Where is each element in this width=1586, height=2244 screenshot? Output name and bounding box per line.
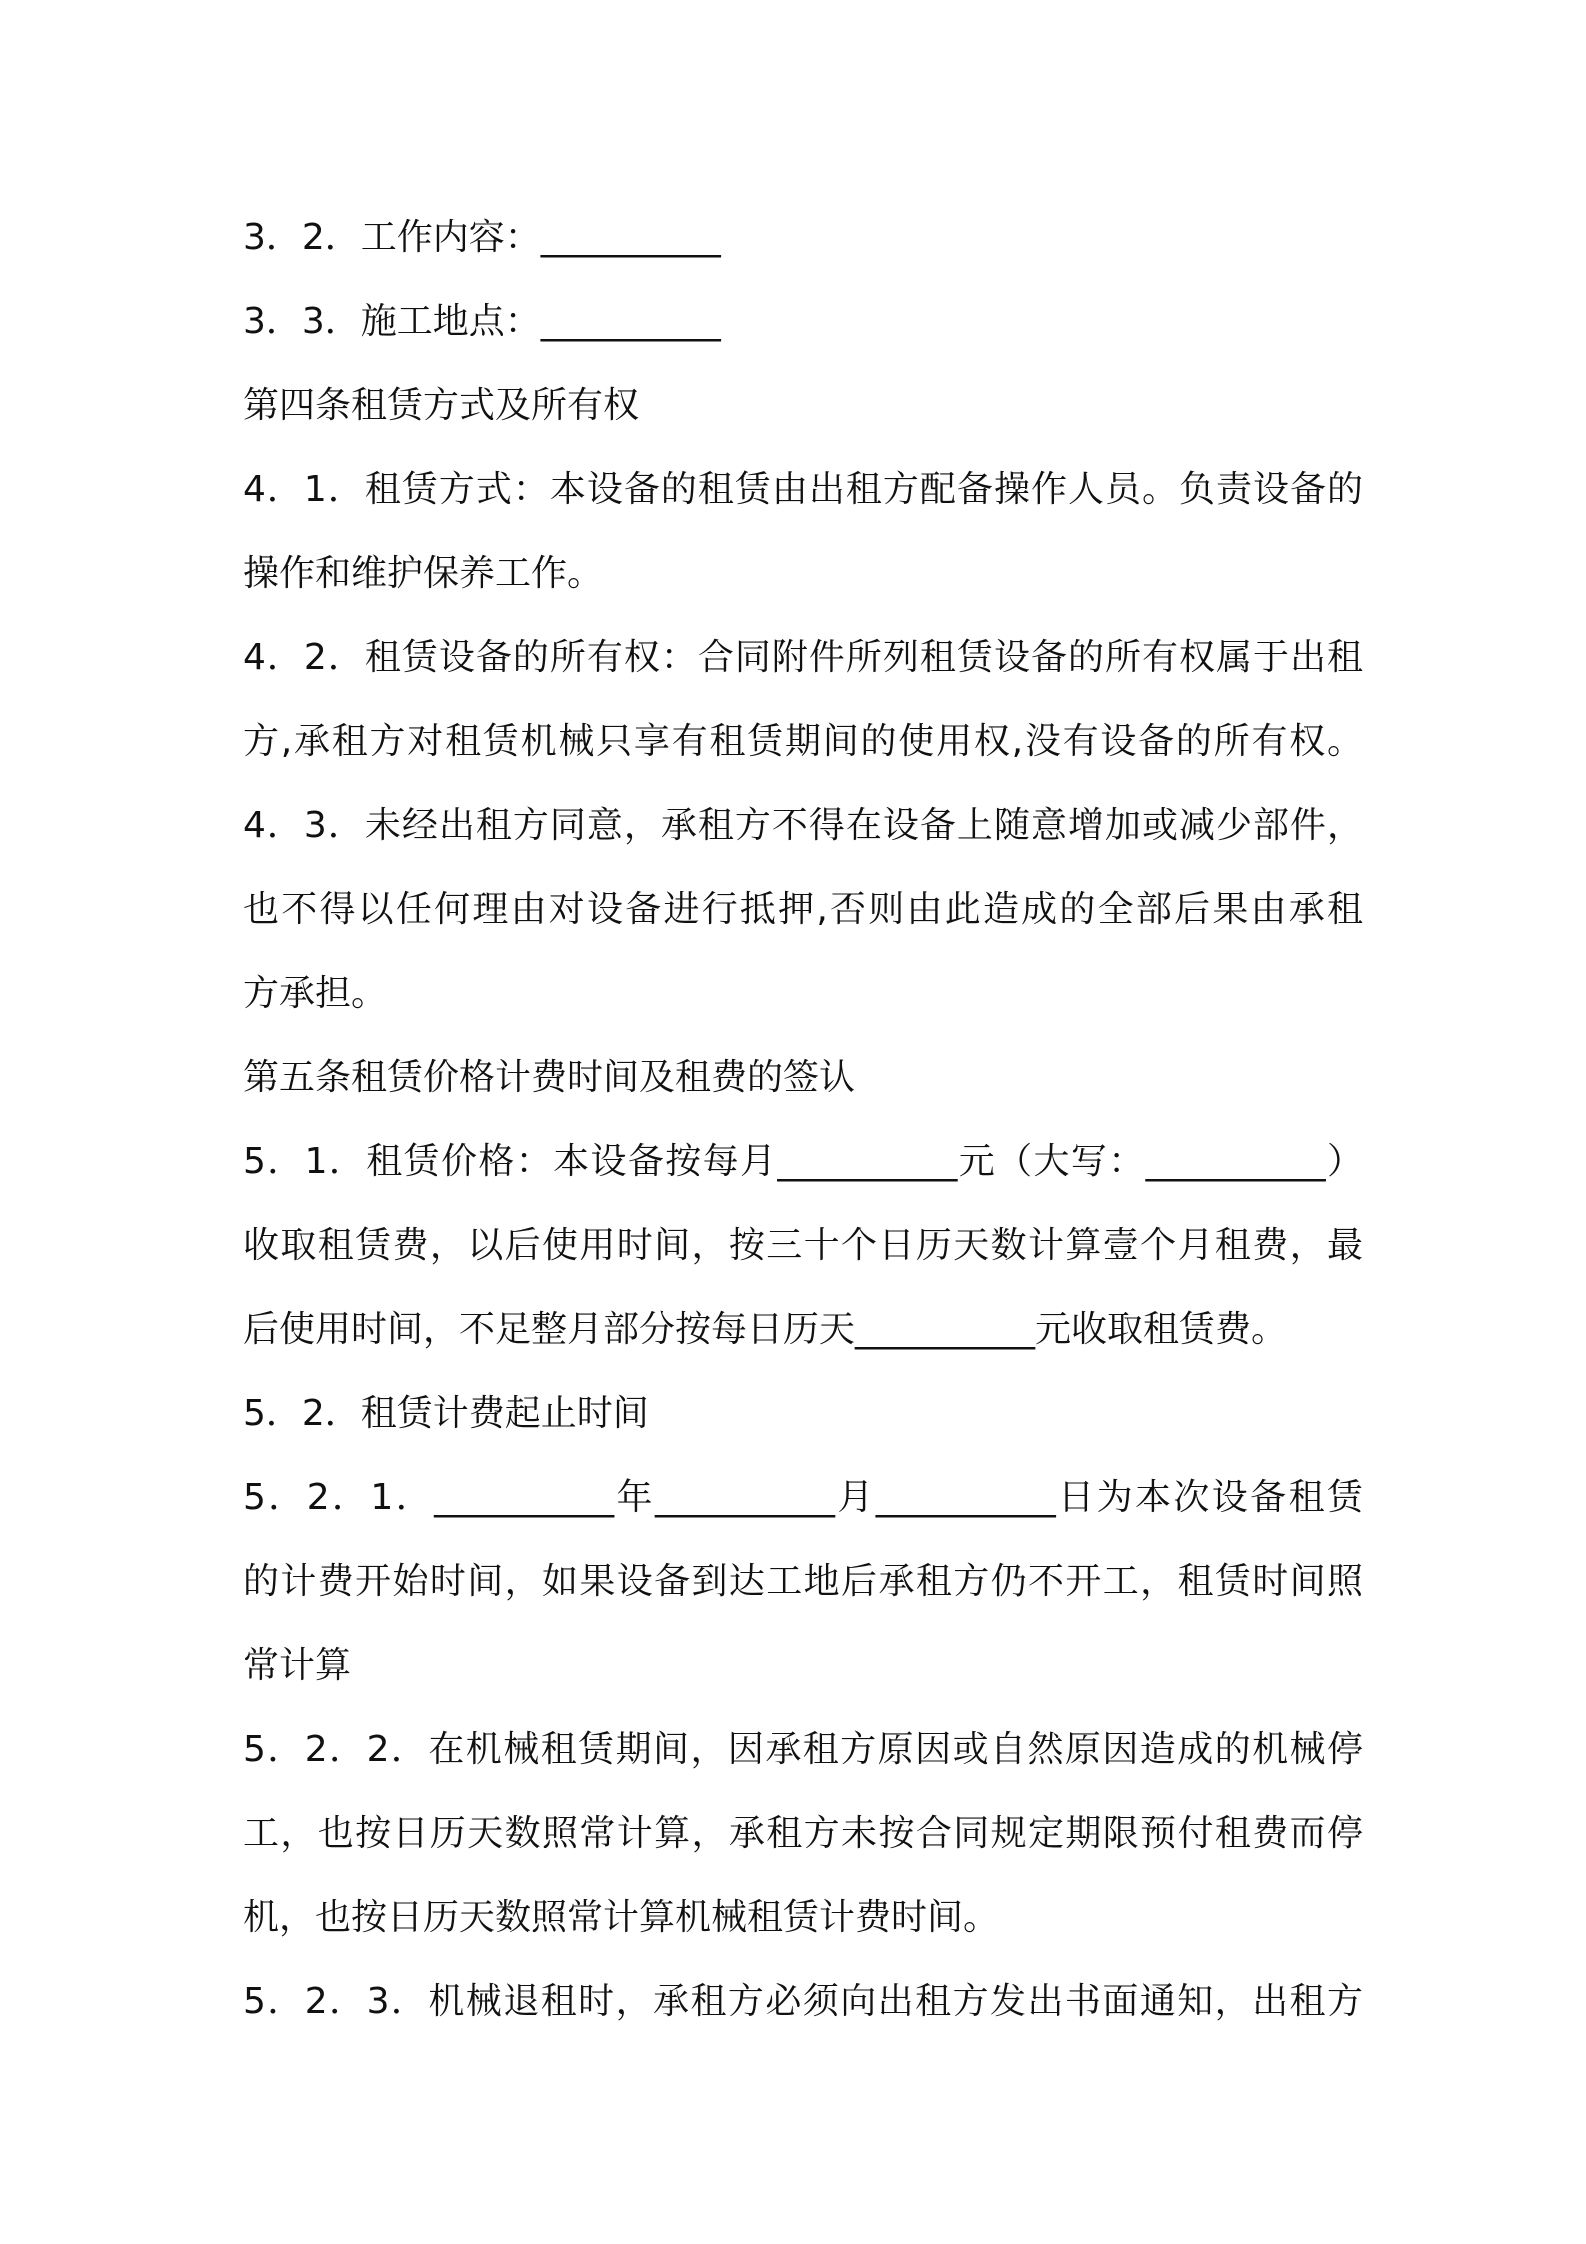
clause-5-2-1-line-1: 5．2．1．__________年__________月__________日为本次设备租赁 [243,1477,1363,1518]
clause-5-2-2-line-3: 机，也按日历天数照常计算机械租赁计费时间。 [243,1897,1000,1938]
clause-4-3-line-1: 4．3．未经出租方同意，承租方不得在设备上随意增加或减少部件， [243,805,1363,846]
contract-text [243,196,1363,2044]
clause-4-1-line-1: 4．1．租赁方式：本设备的租赁由出租方配备操作人员。负责设备的 [243,469,1363,510]
clause-3-3-construction-site: 3．3．施工地点：__________ [243,301,721,342]
clause-4-2-line-2: 方,承租方对租赁机械只享有租赁期间的使用权,没有设备的所有权。 [243,721,1363,762]
clause-5-2-heading: 5．2．租赁计费起止时间 [243,1393,649,1434]
article-5-heading: 第五条租赁价格计费时间及租费的签认 [243,1057,856,1098]
clause-5-1-line-1: 5．1．租赁价格：本设备按每月__________元（大写：__________） [243,1141,1363,1182]
clause-5-2-2-line-1: 5．2．2．在机械租赁期间，因承租方原因或自然原因造成的机械停 [243,1729,1363,1770]
clause-5-2-2-line-2: 工，也按日历天数照常计算，承租方未按合同规定期限预付租费而停 [243,1813,1363,1854]
clause-3-2-work-content: 3．2．工作内容：__________ [243,217,721,258]
clause-5-1-line-3: 后使用时间，不足整月部分按每日历天__________元收取租赁费。 [243,1309,1288,1350]
clause-5-2-1-line-2: 的计费开始时间，如果设备到达工地后承租方仍不开工，租赁时间照 [243,1561,1363,1602]
clause-4-1-line-2: 操作和维护保养工作。 [243,553,604,594]
article-4-heading: 第四条租赁方式及所有权 [243,385,640,426]
clause-4-3-line-2: 也不得以任何理由对设备进行抵押,否则由此造成的全部后果由承租 [243,889,1363,930]
clause-4-2-line-1: 4．2．租赁设备的所有权：合同附件所列租赁设备的所有权属于出租 [243,637,1363,678]
clause-5-1-line-2: 收取租赁费，以后使用时间，按三十个日历天数计算壹个月租费，最 [243,1225,1363,1266]
clause-5-2-3-line-1: 5．2．3．机械退租时，承租方必须向出租方发出书面通知，出租方 [243,1981,1363,2022]
clause-5-2-1-line-3: 常计算 [243,1645,352,1686]
clause-4-3-line-3: 方承担。 [243,973,388,1014]
